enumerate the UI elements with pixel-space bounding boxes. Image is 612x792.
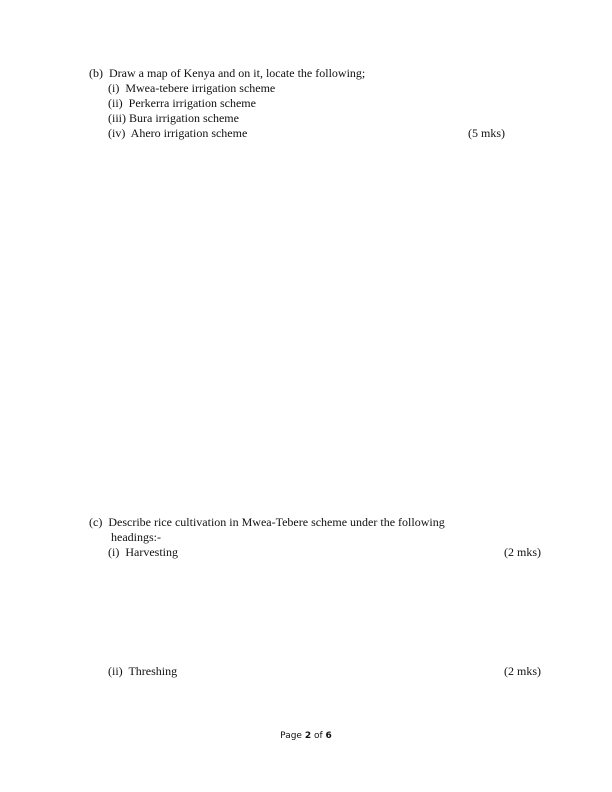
item-text: Bura irrigation scheme: [129, 111, 239, 125]
question-b-prompt: [89, 66, 365, 81]
item-number: (i): [108, 545, 120, 559]
question-c-item-2-marks: (2 mks): [504, 664, 541, 678]
page-of: of: [313, 731, 323, 741]
item-text: Ahero irrigation scheme: [130, 126, 248, 140]
page-footer: [0, 731, 612, 741]
question-b-text: Draw a map of Kenya and on it, locate the following;: [109, 66, 366, 80]
question-b-item-3: [108, 111, 239, 126]
question-c-prompt: [89, 515, 445, 530]
question-c-item-1: [108, 545, 178, 560]
item-text: Threshing: [128, 664, 178, 678]
question-b-item-2: [108, 96, 256, 111]
page-prefix: Page: [280, 731, 302, 741]
question-b-item-1: [108, 81, 275, 96]
item-number: (ii): [108, 96, 123, 110]
question-b-marks: (5 mks): [468, 126, 505, 140]
page-total: 6: [325, 731, 332, 741]
item-number: (i): [108, 81, 120, 95]
question-c-item-2: [108, 664, 177, 679]
question-c-item-1-marks: (2 mks): [504, 545, 541, 559]
question-c-prompt-continued: headings:-: [111, 530, 161, 544]
item-number: (iv): [108, 126, 126, 140]
item-text: Mwea-tebere irrigation scheme: [125, 81, 276, 95]
question-b-item-4: [108, 126, 247, 141]
question-b-label: (b): [89, 66, 103, 80]
item-number: (ii): [108, 664, 123, 678]
question-c-label: (c): [89, 515, 103, 529]
item-text: Harvesting: [125, 545, 178, 559]
item-number: (iii): [108, 111, 126, 125]
item-text: Perkerra irrigation scheme: [128, 96, 256, 110]
page-current: 2: [304, 731, 312, 741]
question-c-text: Describe rice cultivation in Mwea-Tebere scheme under the following: [108, 515, 445, 529]
